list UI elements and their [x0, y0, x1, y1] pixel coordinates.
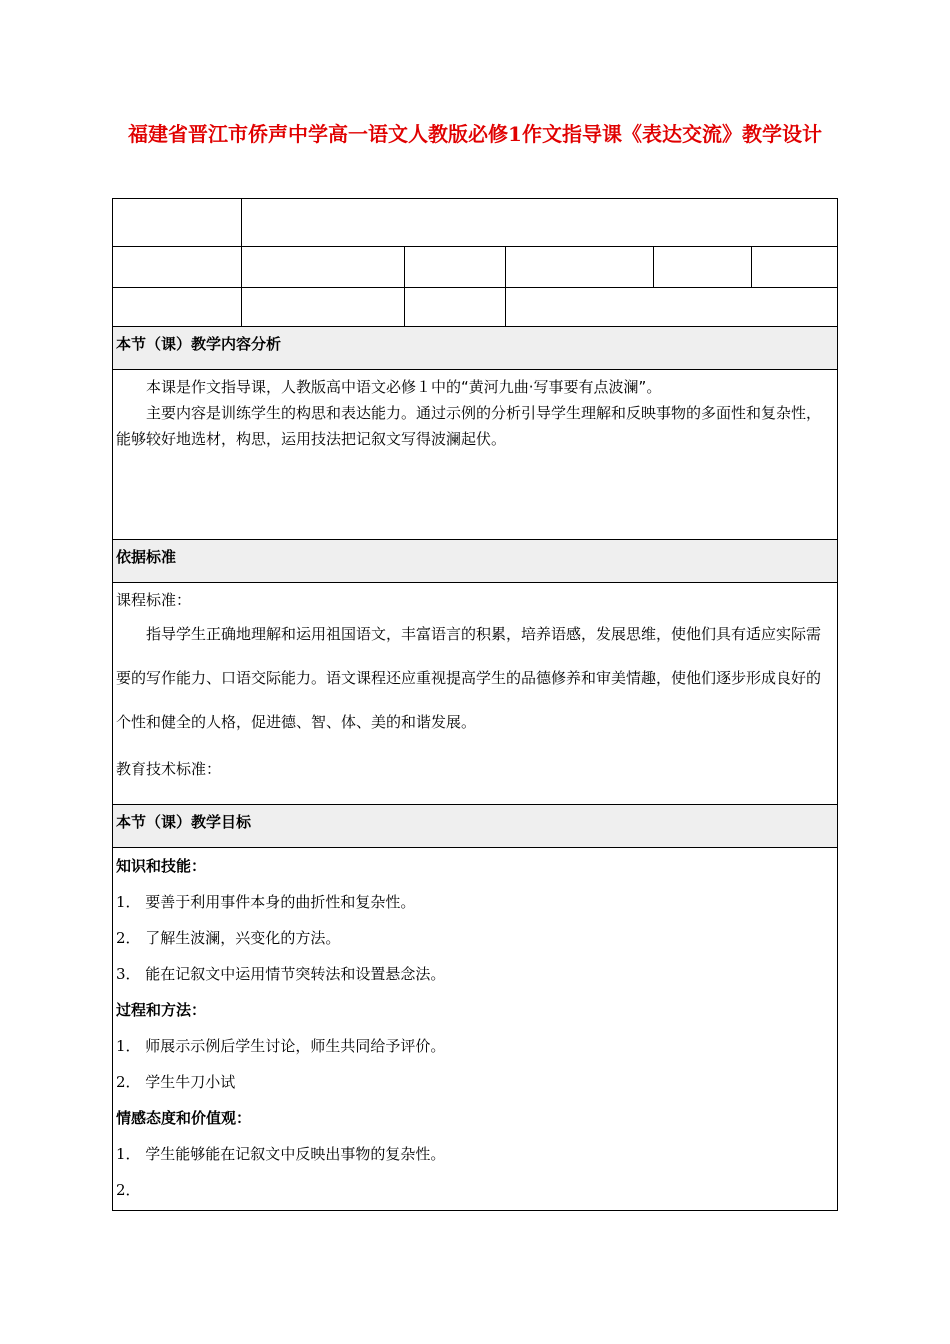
goal-item: 3． 能在记叙文中运用情节突转法和设置悬念法。: [116, 965, 446, 983]
goal-item: 1． 师展示示例后学生讨论，师生共同给予评价。: [116, 1037, 446, 1055]
analysis-paragraph: 本课是作文指导课，人教版高中语文必修１中的“黄河九曲·写事要有点波澜”。: [146, 378, 662, 396]
info-cell: [752, 247, 838, 288]
info-cell: [506, 288, 838, 327]
document-title: 福建省晋江市侨声中学高一语文人教版必修1作文指导课《表达交流》教学设计: [128, 122, 822, 146]
analysis-header: 本节（课）教学内容分析: [113, 327, 838, 370]
info-row-2: [113, 247, 838, 288]
standards-body: [113, 583, 838, 805]
analysis-paragraph: 主要内容是训练学生的构思和表达能力。通过示例的分析引导学生理解和反映事物的多面性和复杂性，能够较好地选材，构思，运用技法把记叙文写得波澜起伏。: [116, 404, 822, 448]
info-row-1: [113, 199, 838, 247]
curriculum-label: 课程标准：: [116, 591, 192, 609]
process-label: 过程和方法：: [116, 1001, 207, 1019]
info-cell: [242, 288, 405, 327]
goal-item: 2． 了解生波澜，兴变化的方法。: [116, 929, 341, 947]
tech-standard-label: 教育技术标准：: [116, 760, 222, 778]
analysis-body: [113, 370, 838, 540]
info-row-3: [113, 288, 838, 327]
goals-body: [113, 848, 838, 1211]
info-cell: [405, 247, 506, 288]
lesson-plan-table: [112, 198, 838, 1211]
info-cell: [113, 288, 242, 327]
goal-item: 1． 要善于利用事件本身的曲折性和复杂性。: [116, 893, 416, 911]
emotion-label: 情感态度和价值观：: [116, 1109, 252, 1127]
info-cell: [242, 247, 405, 288]
info-cell: [506, 247, 654, 288]
info-cell: [405, 288, 506, 327]
goal-item: 2． 学生牛刀小试: [116, 1073, 236, 1091]
info-cell: [113, 199, 242, 247]
standards-header: 依据标准: [113, 540, 838, 583]
knowledge-label: 知识和技能：: [116, 857, 207, 875]
info-cell: [113, 247, 242, 288]
goal-item: 2．: [116, 1181, 141, 1199]
goal-item: 1． 学生能够能在记叙文中反映出事物的复杂性。: [116, 1145, 446, 1163]
info-cell: [242, 199, 838, 247]
info-cell: [654, 247, 752, 288]
goals-header: 本节（课）教学目标: [113, 805, 838, 848]
curriculum-text: 指导学生正确地理解和运用祖国语文，丰富语言的积累，培养语感，发展思维，使他们具有适应实际需要的写作能力、口语交际能力。语文课程还应重视提高学生的品德修养和审美情趣，使他们逐步形成良好的个性和健全的人格，促进德、智、体、美的和谐发展。: [116, 625, 822, 731]
